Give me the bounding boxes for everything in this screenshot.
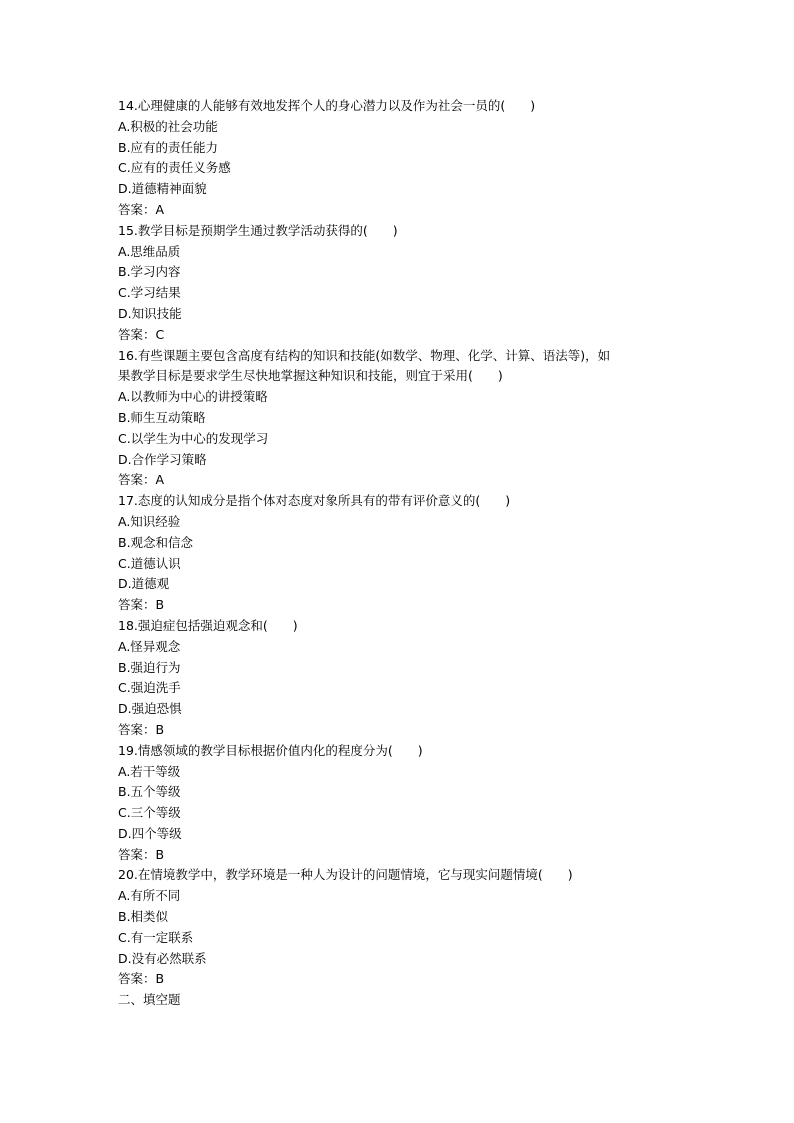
answer-key: 答案：B <box>118 971 165 987</box>
answer-option: B.应有的责任能力 <box>118 139 219 155</box>
answer-option: D.合作学习策略 <box>118 451 207 467</box>
question-stem: 16.有些课题主要包含高度有结构的知识和技能(如数学、物理、化学、计算、语法等)，如 <box>118 347 611 363</box>
answer-option: C.应有的责任义务感 <box>118 160 231 176</box>
answer-option: C.有一定联系 <box>118 929 194 945</box>
answer-option: A.有所不同 <box>118 888 181 904</box>
question-stem: 17.态度的认知成分是指个体对态度对象所具有的带有评价意义的( ) <box>118 493 511 509</box>
answer-option: C.以学生为中心的发现学习 <box>118 430 269 446</box>
answer-option: A.怪异观念 <box>118 638 181 654</box>
answer-option: D.强迫恐惧 <box>118 701 182 717</box>
answer-option: C.强迫洗手 <box>118 680 181 696</box>
answer-option: B.学习内容 <box>118 264 181 280</box>
answer-key: 答案：B <box>118 846 165 862</box>
answer-option: A.思维品质 <box>118 243 181 259</box>
answer-option: B.相类似 <box>118 909 169 925</box>
document-body <box>118 96 698 1011</box>
answer-option: A.以教师为中心的讲授策略 <box>118 389 268 405</box>
answer-option: B.强迫行为 <box>118 659 181 675</box>
question-stem: 14.心理健康的人能够有效地发挥个人的身心潜力以及作为社会一员的( ) <box>118 98 536 113</box>
answer-option: D.道德观 <box>118 576 170 592</box>
answer-key: 答案：C <box>118 326 165 342</box>
answer-key: 答案：B <box>118 597 165 613</box>
answer-option: A.若干等级 <box>118 763 181 779</box>
answer-option: B.观念和信念 <box>118 534 194 550</box>
question-stem: 果教学目标是要求学生尽快地掌握这种知识和技能，则宜于采用( ) <box>118 368 503 384</box>
answer-option: C.三个等级 <box>118 805 181 821</box>
answer-option: A.知识经验 <box>118 513 181 529</box>
answer-option: D.道德精神面貌 <box>118 181 207 197</box>
question-block <box>118 865 698 990</box>
section-heading: 二、填空题 <box>118 992 181 1008</box>
question-stem: 18.强迫症包括强迫观念和( ) <box>118 617 298 633</box>
question-block <box>118 96 698 221</box>
question-block <box>118 491 698 616</box>
question-block <box>118 221 698 346</box>
question-stem: 19.情感领域的教学目标根据价值内化的程度分为( ) <box>118 742 423 758</box>
question-block <box>118 616 698 741</box>
question-stem: 20.在情境教学中，教学环境是一种人为设计的问题情境，它与现实问题情境( ) <box>118 867 573 883</box>
answer-option: D.四个等级 <box>118 825 182 841</box>
answer-option: C.道德认识 <box>118 555 181 571</box>
answer-option: D.没有必然联系 <box>118 950 207 966</box>
answer-option: C.学习结果 <box>118 285 181 301</box>
question-block <box>118 741 698 866</box>
answer-option: B.师生互动策略 <box>118 409 206 425</box>
answer-key: 答案：B <box>118 721 165 737</box>
answer-option: D.知识技能 <box>118 305 182 321</box>
answer-key: 答案：A <box>118 472 165 488</box>
question-block <box>118 346 698 492</box>
answer-option: A.积极的社会功能 <box>118 118 218 134</box>
question-stem: 15.教学目标是预期学生通过教学活动获得的( ) <box>118 222 398 238</box>
answer-key: 答案：A <box>118 201 165 217</box>
answer-option: B.五个等级 <box>118 784 181 800</box>
